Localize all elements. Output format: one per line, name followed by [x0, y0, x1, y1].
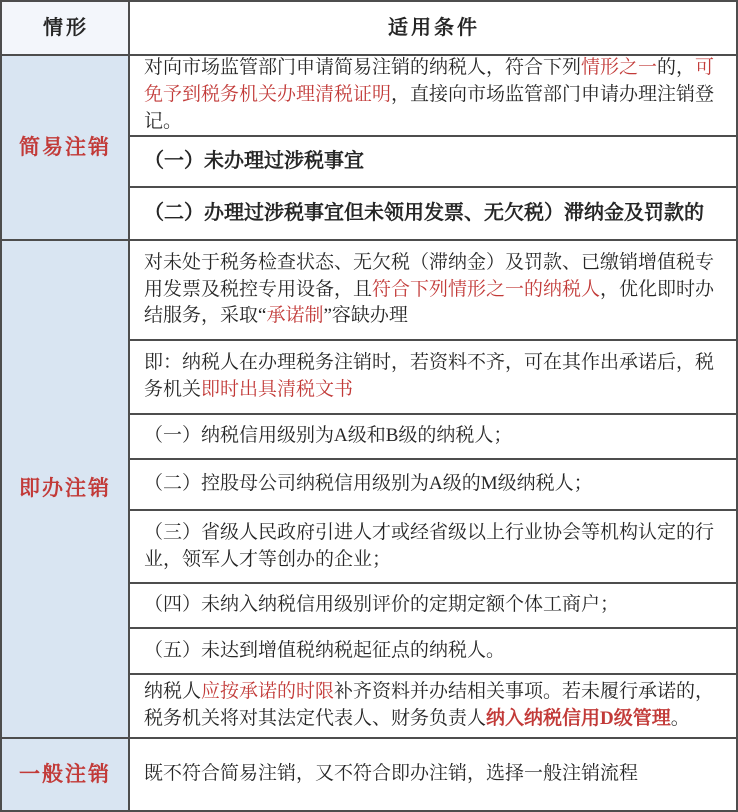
condition-text	[144, 520, 724, 574]
condition-text	[144, 761, 724, 788]
text-segment: （二）办理过涉税事宜但未领用发票、无欠税）滞纳金及罚款的	[144, 202, 704, 225]
condition-cell-general	[128, 737, 736, 810]
text-segment: 即时出具清税文书	[201, 379, 354, 400]
condition-cell-immediate-item-2	[128, 458, 736, 509]
group-label-text: 即办注销	[19, 476, 111, 501]
text-segment: ，直接向市场监管部门申请办理注销登记。	[144, 84, 715, 132]
text-segment: 即：纳税人在办理税务注销时，若资料不齐，可在其作出承诺后，税务机关	[144, 352, 715, 400]
condition-text	[144, 471, 724, 498]
condition-text	[144, 350, 724, 404]
text-segment: （四）未纳入纳税信用级别评价的定期定额个体工商户；	[144, 594, 620, 616]
condition-cell-immediate-item-1	[128, 413, 736, 458]
text-segment: 承诺制	[266, 305, 324, 327]
condition-text	[144, 592, 724, 619]
text-segment: 应按承诺的时限	[201, 681, 335, 703]
text-segment: （一）未办理过涉税事宜	[144, 150, 364, 173]
condition-cell-immediate-note	[128, 339, 736, 413]
text-segment: 可免予到税务机关办理清税证明	[144, 57, 715, 106]
text-segment: 的，	[657, 57, 696, 79]
text-segment: （五）未达到增值税纳税起征点的纳税人。	[144, 639, 506, 661]
condition-cell-simple-item-2	[128, 186, 736, 239]
header-conditions-label: 适用条件	[388, 16, 480, 39]
text-segment: ”容缺办理	[323, 305, 408, 327]
group-label-general-deregistration	[2, 737, 128, 810]
text-segment: 补齐资料并办结相关事项。若未履行承诺的，税务机关将对其法定代表人、财务负责人	[144, 681, 715, 729]
text-segment: 既不符合简易注销，又不符合即办注销，选择一般注销流程	[144, 763, 639, 785]
text-segment: （二）控股母公司纳税信用级别为A级的M级纳税人；	[144, 473, 593, 495]
condition-text	[144, 147, 724, 175]
condition-text	[144, 199, 724, 227]
condition-cell-immediate-item-3	[128, 509, 736, 582]
header-cell-conditions	[128, 2, 736, 54]
condition-text	[144, 250, 724, 331]
group-label-text: 一般注销	[19, 761, 111, 786]
text-segment: （三）省级人民政府引进人才或经省级以上行业协会等机构认定的行业，领军人才等创办的企业；	[144, 521, 715, 570]
condition-text	[144, 55, 724, 136]
text-segment: 情形之一	[581, 57, 658, 79]
text-segment: 符合下列情形之一的纳税人	[372, 278, 601, 300]
condition-cell-simple-item-1	[128, 135, 736, 186]
header-cell-situation	[2, 2, 128, 54]
header-situation-label: 情形	[43, 16, 89, 39]
text-segment: 纳税人	[144, 681, 202, 703]
condition-cell-immediate-commitment	[128, 673, 736, 737]
text-segment: ，优化即时办结服务，采取“	[144, 278, 715, 327]
text-segment: 对未处于税务检查状态、无欠税（滞纳金）及罚款、已缴销增值税专用发票及税控专用设备，且	[144, 251, 715, 300]
condition-text	[144, 679, 724, 733]
group-label-immediate-deregistration	[2, 239, 128, 737]
text-segment: （一）纳税信用级别为A级和B级的纳税人；	[144, 425, 513, 447]
condition-cell-immediate-item-4	[128, 582, 736, 627]
condition-text	[144, 638, 724, 665]
group-label-text: 简易注销	[19, 134, 111, 159]
condition-cell-immediate-intro	[128, 239, 736, 339]
text-segment: 对向市场监管部门申请简易注销的纳税人，符合下列	[144, 57, 582, 79]
condition-text	[144, 423, 724, 450]
text-segment: 。	[670, 708, 690, 729]
condition-cell-immediate-item-5	[128, 627, 736, 673]
text-segment: 纳入纳税信用D级管理	[486, 708, 671, 729]
condition-cell-simple-intro	[128, 54, 736, 135]
group-label-simple-deregistration	[2, 54, 128, 239]
